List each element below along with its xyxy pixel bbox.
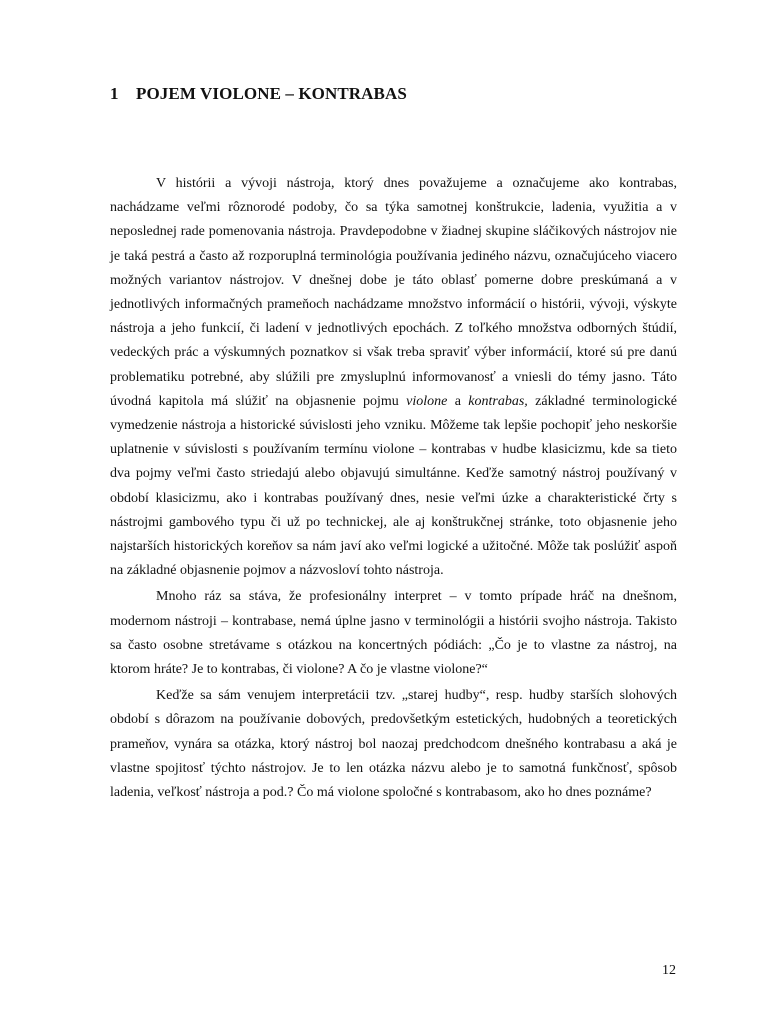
paragraph-1-part-2: a <box>447 393 469 409</box>
chapter-title: POJEM VIOLONE – KONTRABAS <box>136 84 407 103</box>
page-number: 12 <box>662 963 676 978</box>
paragraph-1 <box>110 172 677 583</box>
term-violone: violone <box>406 393 448 409</box>
paragraph-1-part-1: V histórii a vývoji nástroja, ktorý dnes považujeme a označujeme ako kontrabas, nachádzame veľmi rôznorodé podoby, čo sa týka samotnej konštrukcie, ladenia, využitia a v neposlednej rade pomenovania nástroja. Pravdepodobne v žiadnej skupine sláčikových nástrojov nie je taká pestrá a často až rozporuplná terminológia používania jediného názvu, označujúceho viacero možných variantov nástrojov. V dnešnej dobe je táto oblasť pomerne dobre preskúmaná a v jednotlivých informačných prameňoch nachádzame množstvo informácií o histórii, vývoji, výskyte nástroja a jeho funkcií, či ladení v jednotlivých epochách. Z toľkého množstva odborných štúdií, vedeckých prác a výskumných poznatkov si však treba spraviť výber informácií, ktoré sú pre danú problematiku potrebné, aby slúžili pre zmysluplnú informovanosť a vniesli do témy jasno. Táto úvodná kapitola má slúžiť na objasnenie pojmu <box>110 176 677 409</box>
paragraph-1-part-3: základné terminologické vymedzenie nástroja a historické súvislosti jeho vzniku. Môžeme tak lepšie pochopiť jeho neskoršie uplatnenie v súvislosti s používaním termínu violone – kontrabas v hudbe klasicizmu, kde sa tieto dva pojmy veľmi často striedajú alebo objavujú simultánne. Keďže samotný nástroj používaný v období klasicizmu, ako i kontrabas používaný dnes, nesie veľmi úzke a charakteristické črty s nástrojmi gambového typu či už po technickej, ale aj konštrukčnej stránke, toto objasnenie jeho najstarších historických koreňov sa nám javí ako veľmi logické a užitočné. Môže tak poslúžiť aspoň na základné objasnenie pojmov a názvosloví tohto nástroja. <box>110 393 677 579</box>
body-text <box>110 172 677 805</box>
chapter-heading <box>110 84 407 104</box>
paragraph-3: Keďže sa sám venujem interpretácii tzv. „starej hudby“, resp. hudby starších slohových období s dôrazom na používanie dobových, predovšetkým estetických, hudobných a teoretických prameňov, vynára sa otázka, ktorý nástroj bol naozaj predchodcom dnešného kontrabasu a aká je vlastne spojitosť týchto nástrojov. Je to len otázka názvu alebo je to samotná funkčnosť, spôsob ladenia, veľkosť nástroja a pod.? Čo má violone spoločné s kontrabasom, ako ho dnes poznáme? <box>110 688 677 801</box>
chapter-number: 1 <box>110 84 119 103</box>
paragraph-2: Mnoho ráz sa stáva, že profesionálny interpret – v tomto prípade hráč na dnešnom, modernom nástroji – kontrabase, nemá úplne jasno v terminológii a histórii svojho nástroja. Takisto sa často osobne stretávame s otázkou na koncertných pódiách: „Čo je to vlastne za nástroj, na ktorom hráte? Je to kontrabas, či violone? A čo je vlastne violone?“ <box>110 589 677 678</box>
term-kontrabas: kontrabas, <box>468 393 528 409</box>
